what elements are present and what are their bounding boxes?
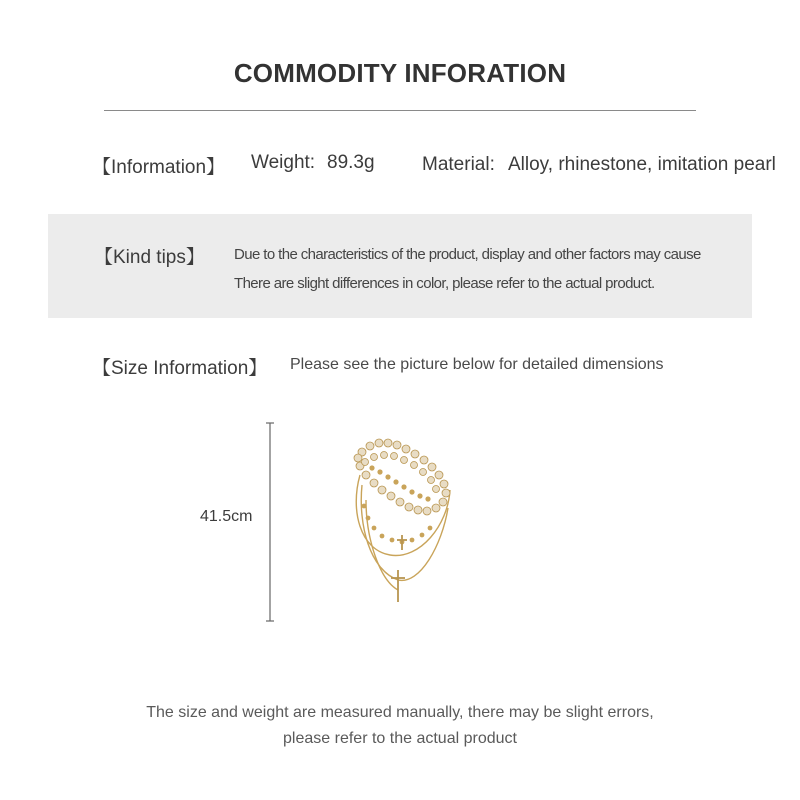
kind-tips-panel (48, 214, 752, 318)
material-label: Material: (422, 154, 495, 175)
kind-tips-line-1: Due to the characteristics of the product, display and other factors may cause (234, 246, 701, 263)
kind-tips-heading: 【Kind tips】 (94, 247, 205, 268)
kind-tips-line-2: There are slight differences in color, please refer to the actual product. (234, 275, 655, 292)
bracelet-necklace-image (330, 430, 470, 610)
page-title: COMMODITY INFORATION (233, 58, 567, 88)
footer-note-line-2: please refer to the actual product (283, 730, 517, 747)
weight-label: Weight: (251, 152, 316, 173)
footer-note-line-1: The size and weight are measured manually, there may be slight errors, (146, 704, 654, 721)
dimension-label: 41.5cm (200, 508, 253, 525)
title-divider (104, 110, 696, 111)
information-heading: 【Information】 (92, 157, 226, 178)
size-information-note: Please see the picture below for detailed dimensions (290, 356, 664, 373)
dimension-line (264, 422, 276, 622)
information-row (0, 152, 800, 182)
size-information-heading: 【Size Information】 (92, 358, 268, 379)
material-value: Alloy, rhinestone, imitation pearl (508, 154, 776, 175)
weight-value: 89.3g (327, 152, 375, 173)
